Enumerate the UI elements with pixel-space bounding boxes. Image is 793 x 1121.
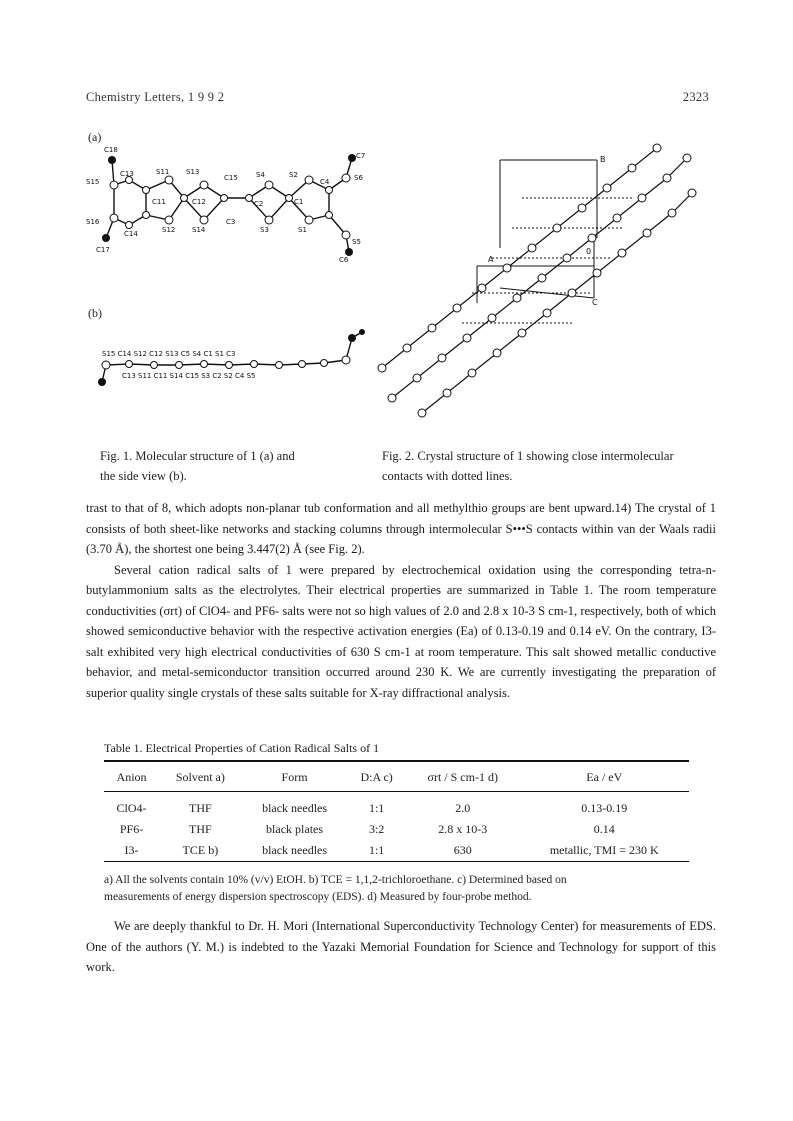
atom-label: C18 bbox=[104, 146, 118, 154]
figure1-caption bbox=[100, 446, 360, 486]
axis-label-a: A bbox=[488, 255, 494, 264]
table-cell: ClO4- bbox=[116, 801, 147, 815]
atom-label: S15 bbox=[86, 178, 100, 186]
body-text bbox=[86, 498, 716, 703]
axis-label-c: C bbox=[592, 298, 598, 307]
table-cell: 3:2 bbox=[368, 822, 385, 836]
table-cell: TCE b) bbox=[182, 843, 219, 857]
atom-label: C7 bbox=[356, 152, 366, 160]
figure1-caption-line1: Fig. 1. Molecular structure of 1 (a) and bbox=[100, 449, 295, 463]
atom-label: S2 bbox=[289, 171, 298, 179]
page-number: 2323 bbox=[682, 90, 709, 104]
column-header: D:A c) bbox=[360, 770, 393, 784]
atom-label: S14 bbox=[192, 226, 206, 234]
figure2-caption-line1: Fig. 2. Crystal structure of 1 showing close intermolecular bbox=[382, 449, 674, 463]
atom-label: S11 bbox=[156, 168, 170, 176]
table-cell: 2.0 bbox=[455, 801, 471, 815]
figure2-caption-line2: contacts with dotted lines. bbox=[382, 469, 513, 483]
table-cell: 630 bbox=[453, 843, 472, 857]
table-footnotes bbox=[104, 872, 689, 906]
figure1-panel-b-label: (b) bbox=[88, 306, 102, 320]
figure1-molecule-side-view bbox=[84, 320, 384, 400]
atom-label: S1 bbox=[298, 226, 307, 234]
table-cell: THF bbox=[189, 822, 212, 836]
atom-label: C12 bbox=[192, 198, 206, 206]
table-footnote-line2: measurements of energy dispersion spectroscopy (EDS). d) Measured by four-probe method. bbox=[104, 891, 532, 903]
figure1-panel-a-label: (a) bbox=[88, 130, 102, 144]
table-row bbox=[104, 819, 689, 840]
paragraph-continuation: trast to that of 8, which adopts non-planar tub conformation and all methylthio groups are bent upward.14) The crystal of 1 consists of both sheet-like networks and stacking columns through intermolecular S•••S contacts within van der Waals radii (3.70 Å), the shortest one being 3.447(2) Å (see Fig. 2). bbox=[86, 501, 716, 556]
atom-label: C15 bbox=[224, 174, 238, 182]
table-cell: I3- bbox=[124, 843, 139, 857]
atom-label-row-bottom: C13 S11 C11 S14 C15 S3 C2 S2 C4 S5 bbox=[122, 372, 256, 380]
axis-label-origin: 0 bbox=[586, 247, 592, 256]
column-header: Solvent a) bbox=[175, 770, 225, 784]
properties-table bbox=[104, 760, 689, 862]
table-cell: PF6- bbox=[119, 822, 144, 836]
atom-label: S5 bbox=[352, 238, 361, 246]
table-cell: black needles bbox=[262, 843, 328, 857]
table-cell: 0.13-0.19 bbox=[581, 801, 628, 815]
table-cell: THF bbox=[189, 801, 212, 815]
table-cell: 2.8 x 10-3 bbox=[438, 822, 488, 836]
atom-label-row-top: S15 C14 S12 C12 S13 C5 S4 C1 S1 C3 bbox=[102, 350, 236, 358]
column-header: Ea / eV bbox=[586, 770, 623, 784]
atom-label: C2 bbox=[254, 200, 264, 208]
atom-label: C11 bbox=[152, 198, 166, 206]
figure2-caption bbox=[382, 446, 712, 486]
journal-header: Chemistry Letters, 1 9 9 2 bbox=[86, 90, 225, 104]
atom-label: S6 bbox=[354, 174, 363, 182]
column-header: σrt / S cm-1 d) bbox=[427, 770, 498, 784]
column-header: Form bbox=[281, 770, 308, 784]
acknowledgement-text: We are deeply thankful to Dr. H. Mori (International Superconductivity Technology Center) for measurements of EDS. One of the authors (Y. M.) is indebted to the Yazaki Memorial Foundation for Science and Technology for support of this work. bbox=[86, 919, 716, 974]
table-footnote-line1: a) All the solvents contain 10% (v/v) EtOH. b) TCE = 1,1,2-trichloroethane. c) Determined based on bbox=[104, 874, 567, 886]
column-header: Anion bbox=[116, 770, 147, 784]
atom-label: C13 bbox=[120, 170, 134, 178]
table-title: Table 1. Electrical Properties of Cation Radical Salts of 1 bbox=[104, 741, 380, 755]
table-row bbox=[104, 840, 689, 862]
atom-label: C4 bbox=[320, 178, 330, 186]
atom-label: S16 bbox=[86, 218, 100, 226]
atom-label: S12 bbox=[162, 226, 176, 234]
atom-label: S4 bbox=[256, 171, 265, 179]
table-row bbox=[104, 792, 689, 820]
atom-label: C17 bbox=[96, 246, 110, 254]
atom-label: S3 bbox=[260, 226, 269, 234]
acknowledgement bbox=[86, 916, 716, 978]
table-cell: black needles bbox=[262, 801, 328, 815]
paragraph-cation-salts: Several cation radical salts of 1 were prepared by electrochemical oxidation using the corresponding tetra-n-butylammonium salts as the electrolytes. Their electrical properties are summarized in Table 1. The room temperature conductivities (σrt) of ClO4- and PF6- salts were not so high values of 2.0 and 2.8 x 10-3 S cm-1, respectively, both of which showed semiconductive behavior with the respective activation energies (Ea) of 0.13-0.19 and 0.14 eV. On the contrary, I3- salt exhibited very high electrical conductivities of 630 S cm-1 at room temperature. This salt showed metallic conductive behavior, and metal-semiconductor transition occurred around 230 K. We are currently investigating the preparation of superior quality single crystals of these salts suitable for X-ray diffractional analysis. bbox=[86, 562, 716, 700]
axis-label-b: B bbox=[600, 155, 606, 164]
figure2-crystal-structure bbox=[372, 128, 712, 428]
table-cell: 1:1 bbox=[368, 843, 385, 857]
figure1-caption-line2: the side view (b). bbox=[100, 469, 187, 483]
table-cell: 0.14 bbox=[593, 822, 615, 836]
table-cell: metallic, TMI = 230 K bbox=[549, 843, 659, 857]
atom-label: C3 bbox=[226, 218, 236, 226]
figure1-molecule-top-view bbox=[84, 140, 384, 265]
atom-label: C14 bbox=[124, 230, 138, 238]
table-header-row bbox=[104, 761, 689, 792]
atom-label: C6 bbox=[339, 256, 349, 264]
table-cell: 1:1 bbox=[368, 801, 385, 815]
atom-label: C1 bbox=[294, 198, 304, 206]
table-cell: black plates bbox=[266, 822, 324, 836]
atom-label: S13 bbox=[186, 168, 200, 176]
